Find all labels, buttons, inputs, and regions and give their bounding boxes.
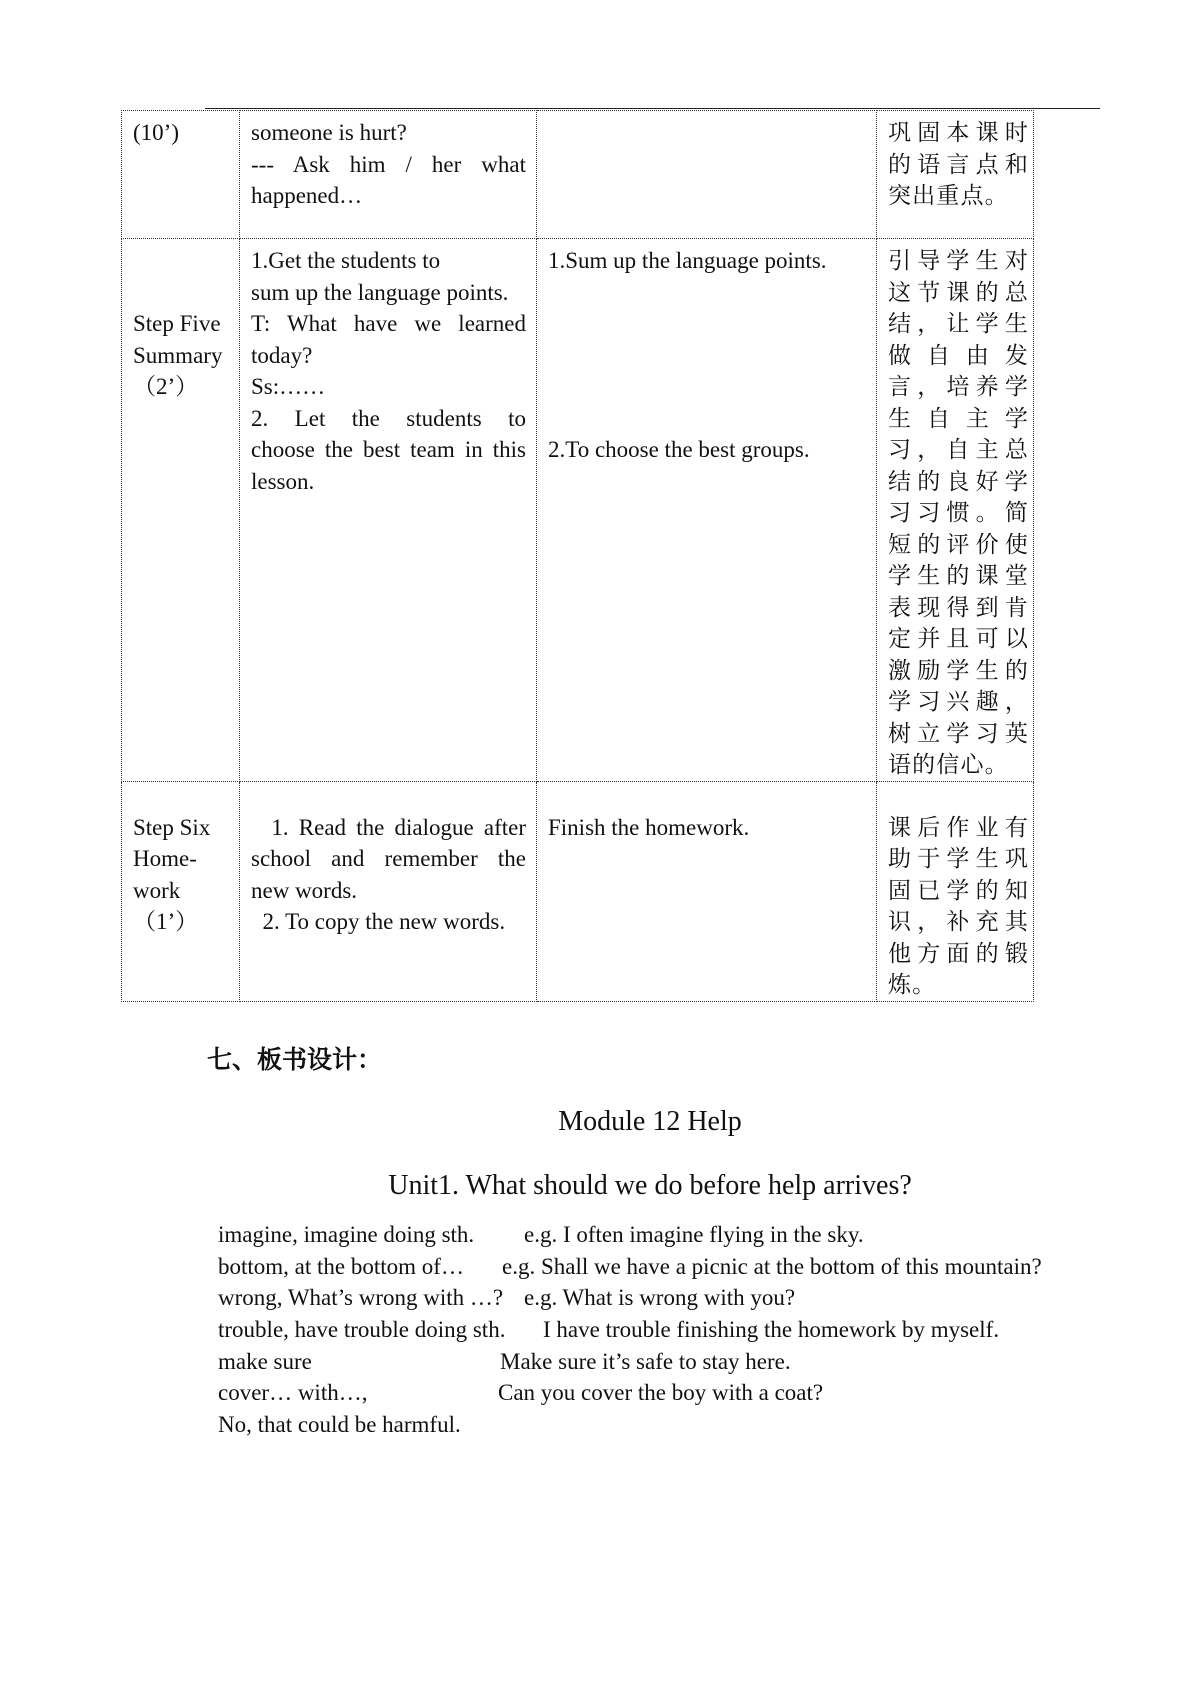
step-line: Step Six bbox=[133, 814, 211, 840]
student-activity-cell bbox=[537, 239, 877, 782]
section-heading: 七、板书设计： bbox=[207, 1045, 383, 1074]
board-term: imagine, imagine doing sth. bbox=[218, 1222, 475, 1247]
board-term: No, that could be harmful. bbox=[218, 1412, 461, 1438]
teacher-line: Ss:…… bbox=[251, 374, 326, 399]
board-term: make sure bbox=[218, 1348, 312, 1374]
teacher-activity-cell bbox=[240, 781, 537, 1001]
page-top-rule bbox=[205, 108, 1100, 109]
module-title: Module 12 Help bbox=[558, 1106, 742, 1137]
student-activity-cell bbox=[537, 781, 877, 1001]
step-line: (10’) bbox=[133, 120, 179, 145]
teacher-line: 1.Get the students to bbox=[251, 248, 441, 273]
board-term: trouble, have trouble doing sth. bbox=[218, 1317, 506, 1343]
student-line: 2.To choose the best groups. bbox=[548, 437, 810, 462]
board-example: Can you cover the boy with a coat? bbox=[498, 1380, 824, 1406]
step-line: Home- bbox=[133, 846, 197, 871]
board-example: I have trouble finishing the homework by myself. bbox=[543, 1317, 1000, 1343]
purpose-cell bbox=[877, 781, 1034, 1001]
step-cell bbox=[122, 111, 240, 239]
teacher-line: sum up the language points. bbox=[251, 279, 509, 305]
teacher-activity-cell bbox=[240, 111, 537, 239]
step-line: （1’） bbox=[133, 909, 199, 934]
step-cell bbox=[122, 781, 240, 1001]
teacher-line: choose the best team in this bbox=[251, 437, 526, 462]
purpose-cell: 巩固本课时的语言点和突出重点。 bbox=[877, 111, 1034, 239]
lesson-plan-table bbox=[121, 110, 1034, 1002]
board-example: e.g. I often imagine flying in the sky. bbox=[524, 1222, 864, 1247]
unit-title: Unit1. What should we do before help arrives? bbox=[388, 1170, 912, 1201]
board-example: e.g. Shall we have a picnic at the bottom of this mountain? bbox=[502, 1253, 1042, 1279]
step-line: （2’） bbox=[133, 374, 199, 399]
board-term: bottom, at the bottom of… bbox=[218, 1253, 464, 1279]
student-line: Finish the homework. bbox=[548, 814, 750, 840]
teacher-line: T: What have we learned bbox=[251, 311, 526, 336]
step-line: Step Five bbox=[133, 311, 221, 336]
step-line: Summary bbox=[133, 342, 223, 368]
teacher-line: 1. Read the dialogue after bbox=[251, 814, 526, 840]
table-row bbox=[122, 239, 1034, 782]
board-example: Make sure it’s safe to stay here. bbox=[500, 1348, 791, 1374]
table-row bbox=[122, 781, 1034, 1001]
teacher-line: school and remember the bbox=[251, 846, 526, 871]
step-cell bbox=[122, 239, 240, 782]
teacher-line: --- Ask him / her what bbox=[251, 151, 526, 177]
step-line: work bbox=[133, 877, 181, 903]
teacher-line: someone is hurt? bbox=[251, 120, 407, 145]
board-term: wrong, What’s wrong with …? bbox=[218, 1285, 504, 1311]
purpose-cell: 引导学生对这节课的总结，让学生做自由发言，培养学生自主学习，自主总结的良好学习习惯。简短的评价使学生的课堂表现得到肯定并且可以激励学生的学习兴趣，树立学习英语的信心。 bbox=[877, 239, 1034, 782]
board-example: e.g. What is wrong with you? bbox=[524, 1285, 796, 1311]
board-term: cover… with…, bbox=[218, 1380, 368, 1406]
purpose-text: 课后作业有助于学生巩固已学的知识，补充其他方面的锻炼。 bbox=[888, 814, 1029, 997]
teacher-line: lesson. bbox=[251, 468, 315, 494]
teacher-activity-cell bbox=[240, 239, 537, 782]
student-line: 1.Sum up the language points. bbox=[548, 248, 827, 273]
table-row bbox=[122, 111, 1034, 239]
teacher-line: today? bbox=[251, 342, 313, 368]
teacher-line: happened… bbox=[251, 183, 363, 208]
student-activity-cell bbox=[537, 111, 877, 239]
teacher-line: 2. Let the students to bbox=[251, 405, 526, 431]
teacher-line: 2. To copy the new words. bbox=[251, 909, 506, 934]
teacher-line: new words. bbox=[251, 877, 358, 903]
